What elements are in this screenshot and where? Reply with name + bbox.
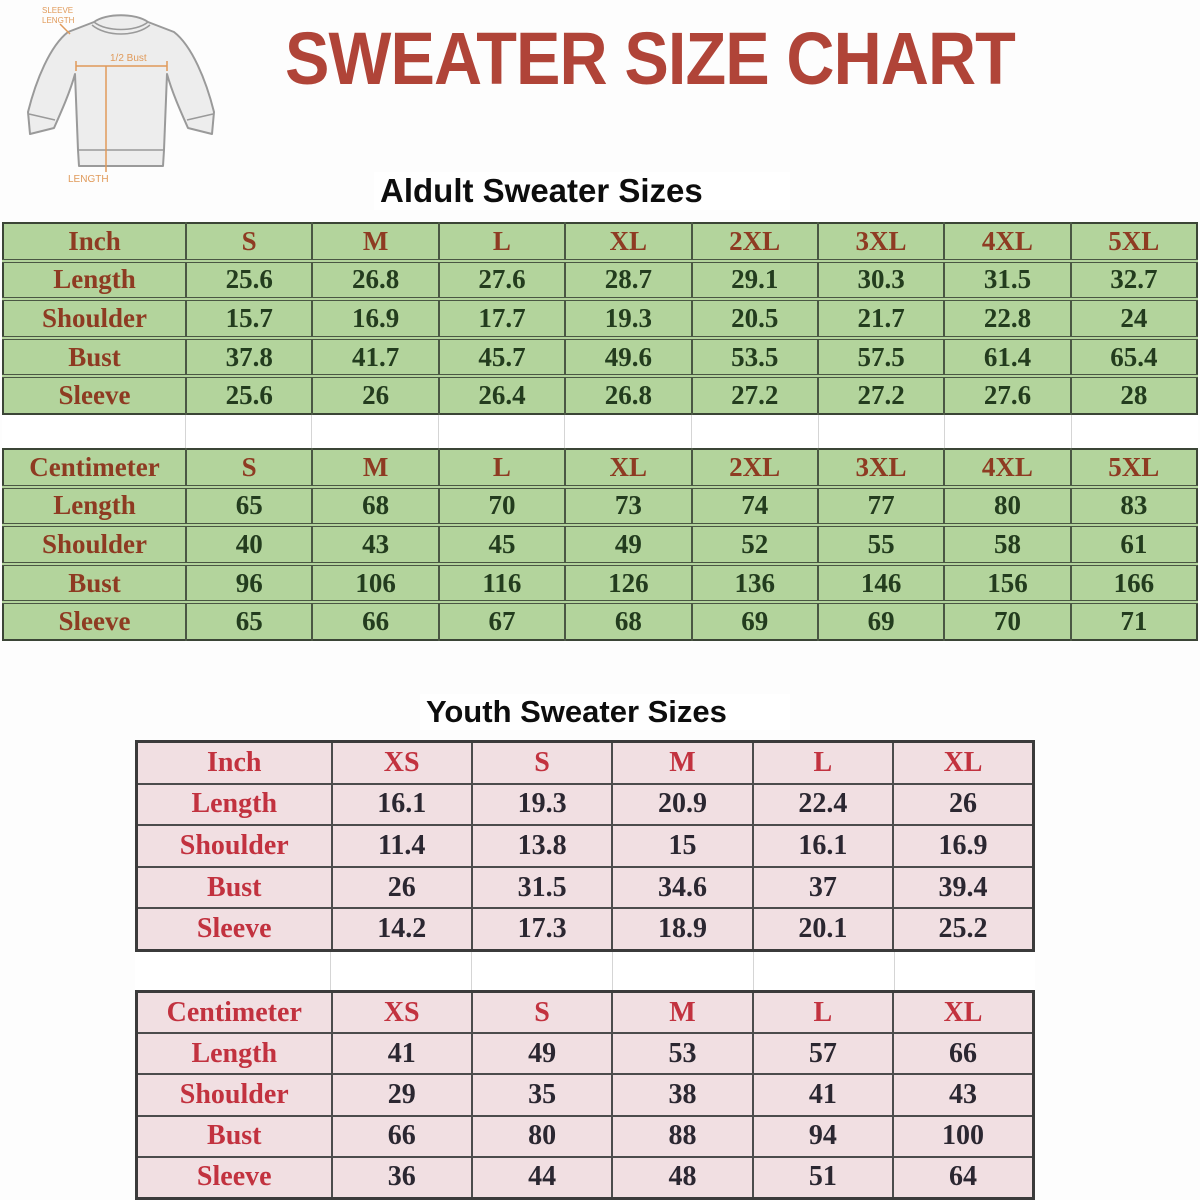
spacer-cell xyxy=(312,415,439,448)
value-cell: 22.8 xyxy=(944,299,1070,338)
half-bust-label: 1/2 Bust xyxy=(110,53,147,64)
value-cell: 20.1 xyxy=(753,908,893,950)
row-label: Length xyxy=(3,261,186,300)
value-cell: 64 xyxy=(893,1157,1033,1199)
spacer-cell xyxy=(565,415,692,448)
table-row xyxy=(137,908,1034,950)
table-header-row xyxy=(3,449,1197,487)
page-title: SWEATER SIZE CHART xyxy=(285,17,1015,100)
size-column-header: M xyxy=(612,992,752,1034)
value-cell: 41 xyxy=(332,1033,472,1074)
size-column-header: XS xyxy=(332,742,472,784)
value-cell: 27.6 xyxy=(944,376,1070,414)
value-cell: 51 xyxy=(753,1157,893,1199)
row-label: Shoulder xyxy=(3,299,186,338)
value-cell: 156 xyxy=(944,564,1070,603)
value-cell: 13.8 xyxy=(472,825,612,867)
unit-label: Inch xyxy=(68,225,121,256)
spacer-cell xyxy=(692,415,819,448)
unit-label: Centimeter xyxy=(29,451,160,482)
value-cell: 16.9 xyxy=(312,299,438,338)
value-cell: 77 xyxy=(818,487,944,526)
value-cell: 15.7 xyxy=(186,299,312,338)
size-column-header: L xyxy=(439,223,565,261)
value-cell: 65.4 xyxy=(1071,338,1197,377)
row-label: Bust xyxy=(137,867,332,909)
youth-inch-table xyxy=(135,740,1035,952)
size-column-header: M xyxy=(312,223,438,261)
value-cell: 65 xyxy=(186,602,312,640)
unit-label: Centimeter xyxy=(166,996,302,1028)
row-label: Shoulder xyxy=(137,1074,332,1115)
value-cell: 66 xyxy=(312,602,438,640)
value-cell: 11.4 xyxy=(332,825,472,867)
spacer-cell xyxy=(330,952,471,990)
row-label: Shoulder xyxy=(137,825,332,867)
value-cell: 126 xyxy=(565,564,691,603)
size-column-header: L xyxy=(753,992,893,1034)
value-cell: 16.1 xyxy=(332,784,472,826)
value-cell: 21.7 xyxy=(818,299,944,338)
size-column-header: L xyxy=(753,742,893,784)
value-cell: 24 xyxy=(1071,299,1197,338)
value-cell: 73 xyxy=(565,487,691,526)
table-row xyxy=(137,1116,1034,1157)
adult-inch-table xyxy=(2,222,1198,415)
value-cell: 146 xyxy=(818,564,944,603)
value-cell: 45 xyxy=(439,525,565,564)
value-cell: 94 xyxy=(753,1116,893,1157)
value-cell: 20.9 xyxy=(612,784,752,826)
youth-cm-table xyxy=(135,990,1035,1200)
size-column-header: XL xyxy=(893,992,1033,1034)
value-cell: 58 xyxy=(944,525,1070,564)
size-column-header: S xyxy=(472,742,612,784)
value-cell: 74 xyxy=(692,487,818,526)
spacer-cell xyxy=(818,415,945,448)
value-cell: 28.7 xyxy=(565,261,691,300)
size-column-header: 2XL xyxy=(692,223,818,261)
row-label: Sleeve xyxy=(137,908,332,950)
value-cell: 52 xyxy=(692,525,818,564)
table-row xyxy=(3,299,1197,338)
row-label: Sleeve xyxy=(137,1157,332,1199)
size-column-header: 4XL xyxy=(944,449,1070,487)
sleeve-length-label: SLEEVE xyxy=(42,6,74,15)
value-cell: 36 xyxy=(332,1157,472,1199)
value-cell: 69 xyxy=(692,602,818,640)
value-cell: 17.7 xyxy=(439,299,565,338)
value-cell: 48 xyxy=(612,1157,752,1199)
row-label: Sleeve xyxy=(3,602,186,640)
value-cell: 37.8 xyxy=(186,338,312,377)
spacer-cell xyxy=(185,415,312,448)
table-row xyxy=(137,1033,1034,1074)
value-cell: 57.5 xyxy=(818,338,944,377)
value-cell: 17.3 xyxy=(472,908,612,950)
size-column-header: 5XL xyxy=(1071,223,1197,261)
value-cell: 32.7 xyxy=(1071,261,1197,300)
value-cell: 38 xyxy=(612,1074,752,1115)
value-cell: 37 xyxy=(753,867,893,909)
value-cell: 53.5 xyxy=(692,338,818,377)
size-column-header: L xyxy=(439,449,565,487)
table-row xyxy=(3,525,1197,564)
size-column-header: 4XL xyxy=(944,223,1070,261)
row-label: Bust xyxy=(3,338,186,377)
spacer-cell xyxy=(945,415,1072,448)
value-cell: 19.3 xyxy=(472,784,612,826)
value-cell: 20.5 xyxy=(692,299,818,338)
table-header-row xyxy=(137,742,1034,784)
table-row xyxy=(3,487,1197,526)
table-row xyxy=(137,825,1034,867)
value-cell: 57 xyxy=(753,1033,893,1074)
row-label: Sleeve xyxy=(3,376,186,414)
spacer-cell xyxy=(612,952,753,990)
table-row xyxy=(137,784,1034,826)
value-cell: 83 xyxy=(1071,487,1197,526)
value-cell: 28 xyxy=(1071,376,1197,414)
value-cell: 106 xyxy=(312,564,438,603)
row-label: Bust xyxy=(137,1116,332,1157)
spacer-cell xyxy=(894,952,1035,990)
row-label: Length xyxy=(3,487,186,526)
table-row xyxy=(137,867,1034,909)
value-cell: 65 xyxy=(186,487,312,526)
value-cell: 41.7 xyxy=(312,338,438,377)
table-row xyxy=(3,338,1197,377)
value-cell: 26.8 xyxy=(565,376,691,414)
value-cell: 26 xyxy=(893,784,1033,826)
sweater-body-shape xyxy=(28,15,214,166)
table-row xyxy=(3,376,1197,414)
value-cell: 66 xyxy=(332,1116,472,1157)
size-column-header: S xyxy=(186,223,312,261)
value-cell: 27.6 xyxy=(439,261,565,300)
value-cell: 25.6 xyxy=(186,261,312,300)
value-cell: 80 xyxy=(472,1116,612,1157)
value-cell: 41 xyxy=(753,1074,893,1115)
value-cell: 70 xyxy=(439,487,565,526)
value-cell: 26.4 xyxy=(439,376,565,414)
value-cell: 31.5 xyxy=(944,261,1070,300)
spacer-cell xyxy=(471,952,612,990)
value-cell: 69 xyxy=(818,602,944,640)
youth-spacer-row xyxy=(135,952,1035,990)
unit-label: Inch xyxy=(207,746,262,778)
value-cell: 100 xyxy=(893,1116,1033,1157)
sleeve-length-label2: LENGTH xyxy=(42,16,75,25)
value-cell: 29 xyxy=(332,1074,472,1115)
table-header-row xyxy=(3,223,1197,261)
row-label: Shoulder xyxy=(3,525,186,564)
value-cell: 49 xyxy=(472,1033,612,1074)
value-cell: 49 xyxy=(565,525,691,564)
value-cell: 49.6 xyxy=(565,338,691,377)
value-cell: 25.6 xyxy=(186,376,312,414)
value-cell: 66 xyxy=(893,1033,1033,1074)
table-row xyxy=(137,1157,1034,1199)
adult-cm-table xyxy=(2,448,1198,641)
table-row xyxy=(3,602,1197,640)
value-cell: 96 xyxy=(186,564,312,603)
value-cell: 22.4 xyxy=(753,784,893,826)
size-column-header: XL xyxy=(893,742,1033,784)
row-label: Bust xyxy=(3,564,186,603)
value-cell: 27.2 xyxy=(818,376,944,414)
value-cell: 55 xyxy=(818,525,944,564)
value-cell: 68 xyxy=(565,602,691,640)
value-cell: 68 xyxy=(312,487,438,526)
value-cell: 16.1 xyxy=(753,825,893,867)
value-cell: 35 xyxy=(472,1074,612,1115)
value-cell: 43 xyxy=(312,525,438,564)
value-cell: 26 xyxy=(332,867,472,909)
size-column-header: M xyxy=(312,449,438,487)
value-cell: 70 xyxy=(944,602,1070,640)
value-cell: 26 xyxy=(312,376,438,414)
value-cell: 27.2 xyxy=(692,376,818,414)
size-column-header: 3XL xyxy=(818,223,944,261)
spacer-cell xyxy=(753,952,894,990)
value-cell: 116 xyxy=(439,564,565,603)
size-column-header: XS xyxy=(332,992,472,1034)
youth-section-heading: Youth Sweater Sizes xyxy=(420,694,790,730)
value-cell: 14.2 xyxy=(332,908,472,950)
value-cell: 19.3 xyxy=(565,299,691,338)
table-header-row xyxy=(137,992,1034,1034)
spacer-cell xyxy=(1071,415,1198,448)
value-cell: 15 xyxy=(612,825,752,867)
sweater-illustration xyxy=(6,2,236,187)
size-column-header: M xyxy=(612,742,752,784)
value-cell: 30.3 xyxy=(818,261,944,300)
size-column-header: XL xyxy=(565,223,691,261)
table-row xyxy=(137,1074,1034,1115)
value-cell: 34.6 xyxy=(612,867,752,909)
table-row xyxy=(3,564,1197,603)
value-cell: 31.5 xyxy=(472,867,612,909)
value-cell: 16.9 xyxy=(893,825,1033,867)
value-cell: 166 xyxy=(1071,564,1197,603)
spacer-cell xyxy=(438,415,565,448)
table-row xyxy=(3,261,1197,300)
value-cell: 71 xyxy=(1071,602,1197,640)
size-column-header: 3XL xyxy=(818,449,944,487)
spacer-cell xyxy=(2,415,185,448)
row-label: Length xyxy=(137,1033,332,1074)
length-label: LENGTH xyxy=(68,174,109,185)
value-cell: 88 xyxy=(612,1116,752,1157)
size-column-header: XL xyxy=(565,449,691,487)
adult-section-heading: Aldult Sweater Sizes xyxy=(374,172,790,210)
value-cell: 25.2 xyxy=(893,908,1033,950)
value-cell: 43 xyxy=(893,1074,1033,1115)
value-cell: 61.4 xyxy=(944,338,1070,377)
size-column-header: S xyxy=(186,449,312,487)
value-cell: 80 xyxy=(944,487,1070,526)
value-cell: 45.7 xyxy=(439,338,565,377)
row-label: Length xyxy=(137,784,332,826)
size-column-header: 5XL xyxy=(1071,449,1197,487)
size-column-header: S xyxy=(472,992,612,1034)
value-cell: 53 xyxy=(612,1033,752,1074)
value-cell: 26.8 xyxy=(312,261,438,300)
value-cell: 29.1 xyxy=(692,261,818,300)
spacer-cell xyxy=(135,952,330,990)
value-cell: 136 xyxy=(692,564,818,603)
value-cell: 18.9 xyxy=(612,908,752,950)
adult-spacer-row xyxy=(2,415,1198,448)
size-column-header: 2XL xyxy=(692,449,818,487)
value-cell: 40 xyxy=(186,525,312,564)
value-cell: 44 xyxy=(472,1157,612,1199)
value-cell: 39.4 xyxy=(893,867,1033,909)
value-cell: 61 xyxy=(1071,525,1197,564)
value-cell: 67 xyxy=(439,602,565,640)
